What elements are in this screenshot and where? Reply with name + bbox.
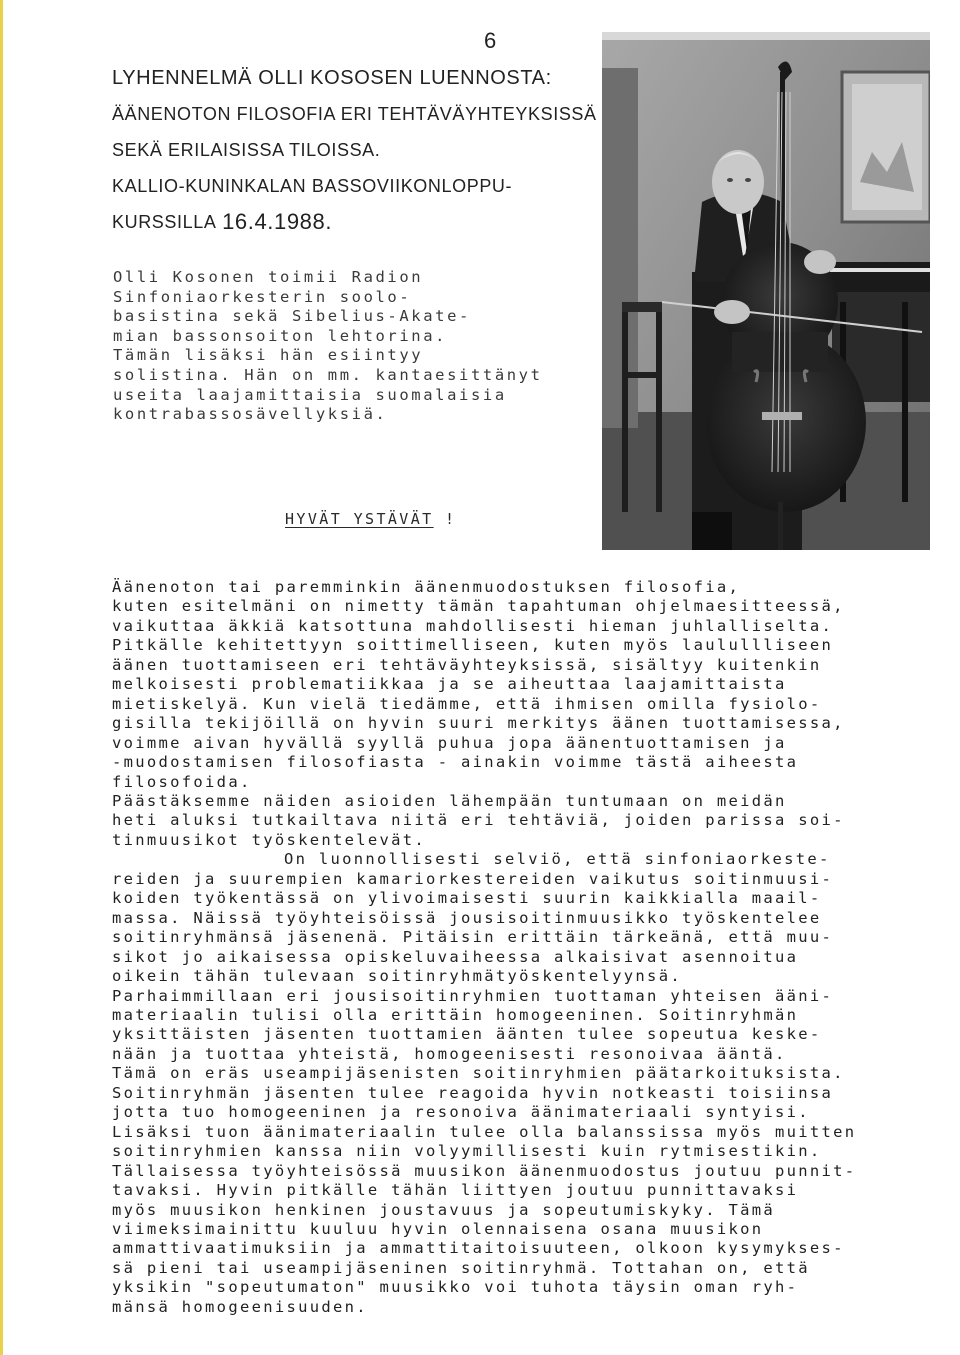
- page-edge: [0, 0, 3, 1355]
- greeting-mark: !: [445, 510, 457, 528]
- intro-line: basistina sekä Sibelius-Akate-: [113, 307, 471, 326]
- text-line: voimme aivan hyvällä syyllä puhua jopa äänentuottamisen ja: [112, 733, 787, 752]
- text-line: mietiskelyä. Kun vielä tiedämme, että ihmisen omilla fysiolo-: [112, 694, 822, 713]
- text-line: materiaalin tulisi olla erittäin homogeeninen. Soitinryhmän: [112, 1005, 799, 1024]
- subtitle-line: [112, 204, 612, 240]
- text-line: Soitinryhmän jäsenten tulee reagoida hyvin notkeasti toisiinsa: [112, 1083, 834, 1102]
- text-line: ammattivaatimuksiin ja ammattitaitoisuuteen, olkoon kysymykses-: [112, 1239, 845, 1258]
- intro-line: Tämän lisäksi hän esiintyy: [113, 346, 424, 365]
- title-line: LYHENNELMÄ OLLI KOSOSEN LUENNOSTA:: [112, 66, 552, 89]
- text-line: sä pieni tai useampijäseninen soitinryhmä. Tottahan on, että: [112, 1258, 810, 1277]
- text-line: Tällaisessa työyhteisössä muusikon äänenmuodostus joutuu punnit-: [112, 1161, 857, 1180]
- intro-line: Olli Kosonen toimii Radion: [113, 268, 424, 286]
- text-line: äänen tuottamiseen eri tehtäväyhteyksissä, sisältyy kuitenkin: [112, 655, 822, 674]
- intro-line: mian bassonsoiton lehtorina.: [113, 326, 448, 345]
- main-text: [112, 578, 857, 1317]
- text-line: gisilla tekijöillä on hyvin suuri merkitys äänen tuottamisessa,: [112, 714, 845, 733]
- course-label: KURSSILLA: [112, 211, 217, 232]
- text-line: mänsä homogeenisuuden.: [112, 1297, 368, 1316]
- text-line: koiden työkentässä on ylivoimaisesti suurin kaikkialla maail-: [112, 889, 822, 908]
- page-number: 6: [484, 28, 497, 53]
- text-line: filosofoida.: [112, 772, 252, 791]
- text-line: massa. Näissä työyhteisöissä jousisoitinmuusikko työskentelee: [112, 908, 822, 927]
- greeting-text: HYVÄT YSTÄVÄT: [285, 510, 434, 528]
- subtitle-line: SEKÄ ERILAISISSA TILOISSA.: [112, 139, 381, 160]
- text-line: Päästäksemme näiden asioiden lähempään tuntumaan on meidän: [112, 791, 787, 810]
- intro-paragraph: [113, 268, 593, 425]
- text-line: yksittäisten jäsenten tuottamien äänten tulee sopeutua keske-: [112, 1025, 822, 1044]
- text-line: vaikuttaa äkkiä katsottuna mahdollisesti hieman juhlalliselta.: [112, 616, 834, 635]
- intro-line: solistina. Hän on mm. kantaesittänyt: [113, 365, 543, 384]
- subtitle-line: KALLIO-KUNINKALAN BASSOVIIKONLOPPU-: [112, 175, 513, 196]
- text-line: oikein tähän tulevaan soitinryhmätyöskentelyynsä.: [112, 967, 682, 986]
- text-line: melkoisesti problematiikkaa ja se aiheuttaa laajamittaista: [112, 675, 787, 694]
- text-line: soitinryhmien kanssa niin volyymillisesti kuin rytmisestikin.: [112, 1142, 822, 1161]
- subtitle-line: ÄÄNENOTON FILOSOFIA ERI TEHTÄVÄYHTEYKSISSÄ: [112, 103, 597, 124]
- portrait-photo: [602, 32, 930, 550]
- text-line: Parhaimmillaan eri jousisoitinryhmien tuottaman yhteisen ääni-: [112, 986, 834, 1005]
- text-line: Äänenoton tai paremminkin äänenmuodostuksen filosofia,: [112, 578, 741, 596]
- text-line: tavaksi. Hyvin pitkälle tähän liittyen joutuu punnittavaksi: [112, 1181, 799, 1200]
- text-line: On luonnollisesti selviö, että sinfoniaorkeste-: [284, 850, 831, 869]
- text-line: Pitkälle kehitettyyn soittimelliseen, kuten myös laulullliseen: [112, 636, 834, 655]
- text-line: tinmuusikot työskentelevät.: [112, 830, 427, 849]
- text-line: kuten esitelmäni on nimetty tämän tapahtuman ohjelmaesitteessä,: [112, 597, 845, 616]
- text-line: myös muusikon henkinen joustavuus ja sopeutumiskyky. Tämä: [112, 1200, 776, 1219]
- text-line: soitinryhmänsä jäsenenä. Pitäisin erittäin tärkeänä, että muu-: [112, 928, 834, 947]
- intro-line: useita laajamittaisia suomalaisia: [113, 385, 507, 404]
- course-date: 16.4.1988.: [222, 209, 333, 234]
- title-block: [112, 60, 612, 240]
- text-line: reiden ja suurempien kamariorkestereiden vaikutus soitinmuusi-: [112, 869, 834, 888]
- intro-line: Sinfoniaorkesterin soolo-: [113, 287, 412, 306]
- text-line: Lisäksi tuon äänimateriaalin tulee olla balanssissa myös muitten: [112, 1122, 857, 1141]
- text-line: viimeksimainittu kuuluu hyvin olennaisena osana muusikon: [112, 1219, 764, 1238]
- text-line: jotta tuo homogeeninen ja resonoiva äänimateriaali syntyisi.: [112, 1103, 810, 1122]
- text-line: Tämä on eräs useampijäsenisten soitinryhmien päätarkoituksista.: [112, 1064, 845, 1083]
- text-line: yksikin "sopeutumaton" muusikko voi tuhota täysin oman ryh-: [112, 1278, 799, 1297]
- photo-double-bassist-icon: [602, 32, 930, 550]
- text-line: sikot jo aikaisessa opiskeluvaiheessa alkaisivat asennoitua: [112, 947, 799, 966]
- greeting: [285, 510, 456, 528]
- intro-line: kontrabassosävellyksiä.: [113, 405, 388, 424]
- text-line: heti aluksi tutkailtava niitä eri tehtäviä, joiden parissa soi-: [112, 811, 845, 830]
- text-line: -muodostamisen filosofiasta - ainakin voimme tästä aiheesta: [112, 753, 799, 772]
- text-line: nään ja tuottaa yhteistä, homogeenisesti resonoivaa ääntä.: [112, 1044, 787, 1063]
